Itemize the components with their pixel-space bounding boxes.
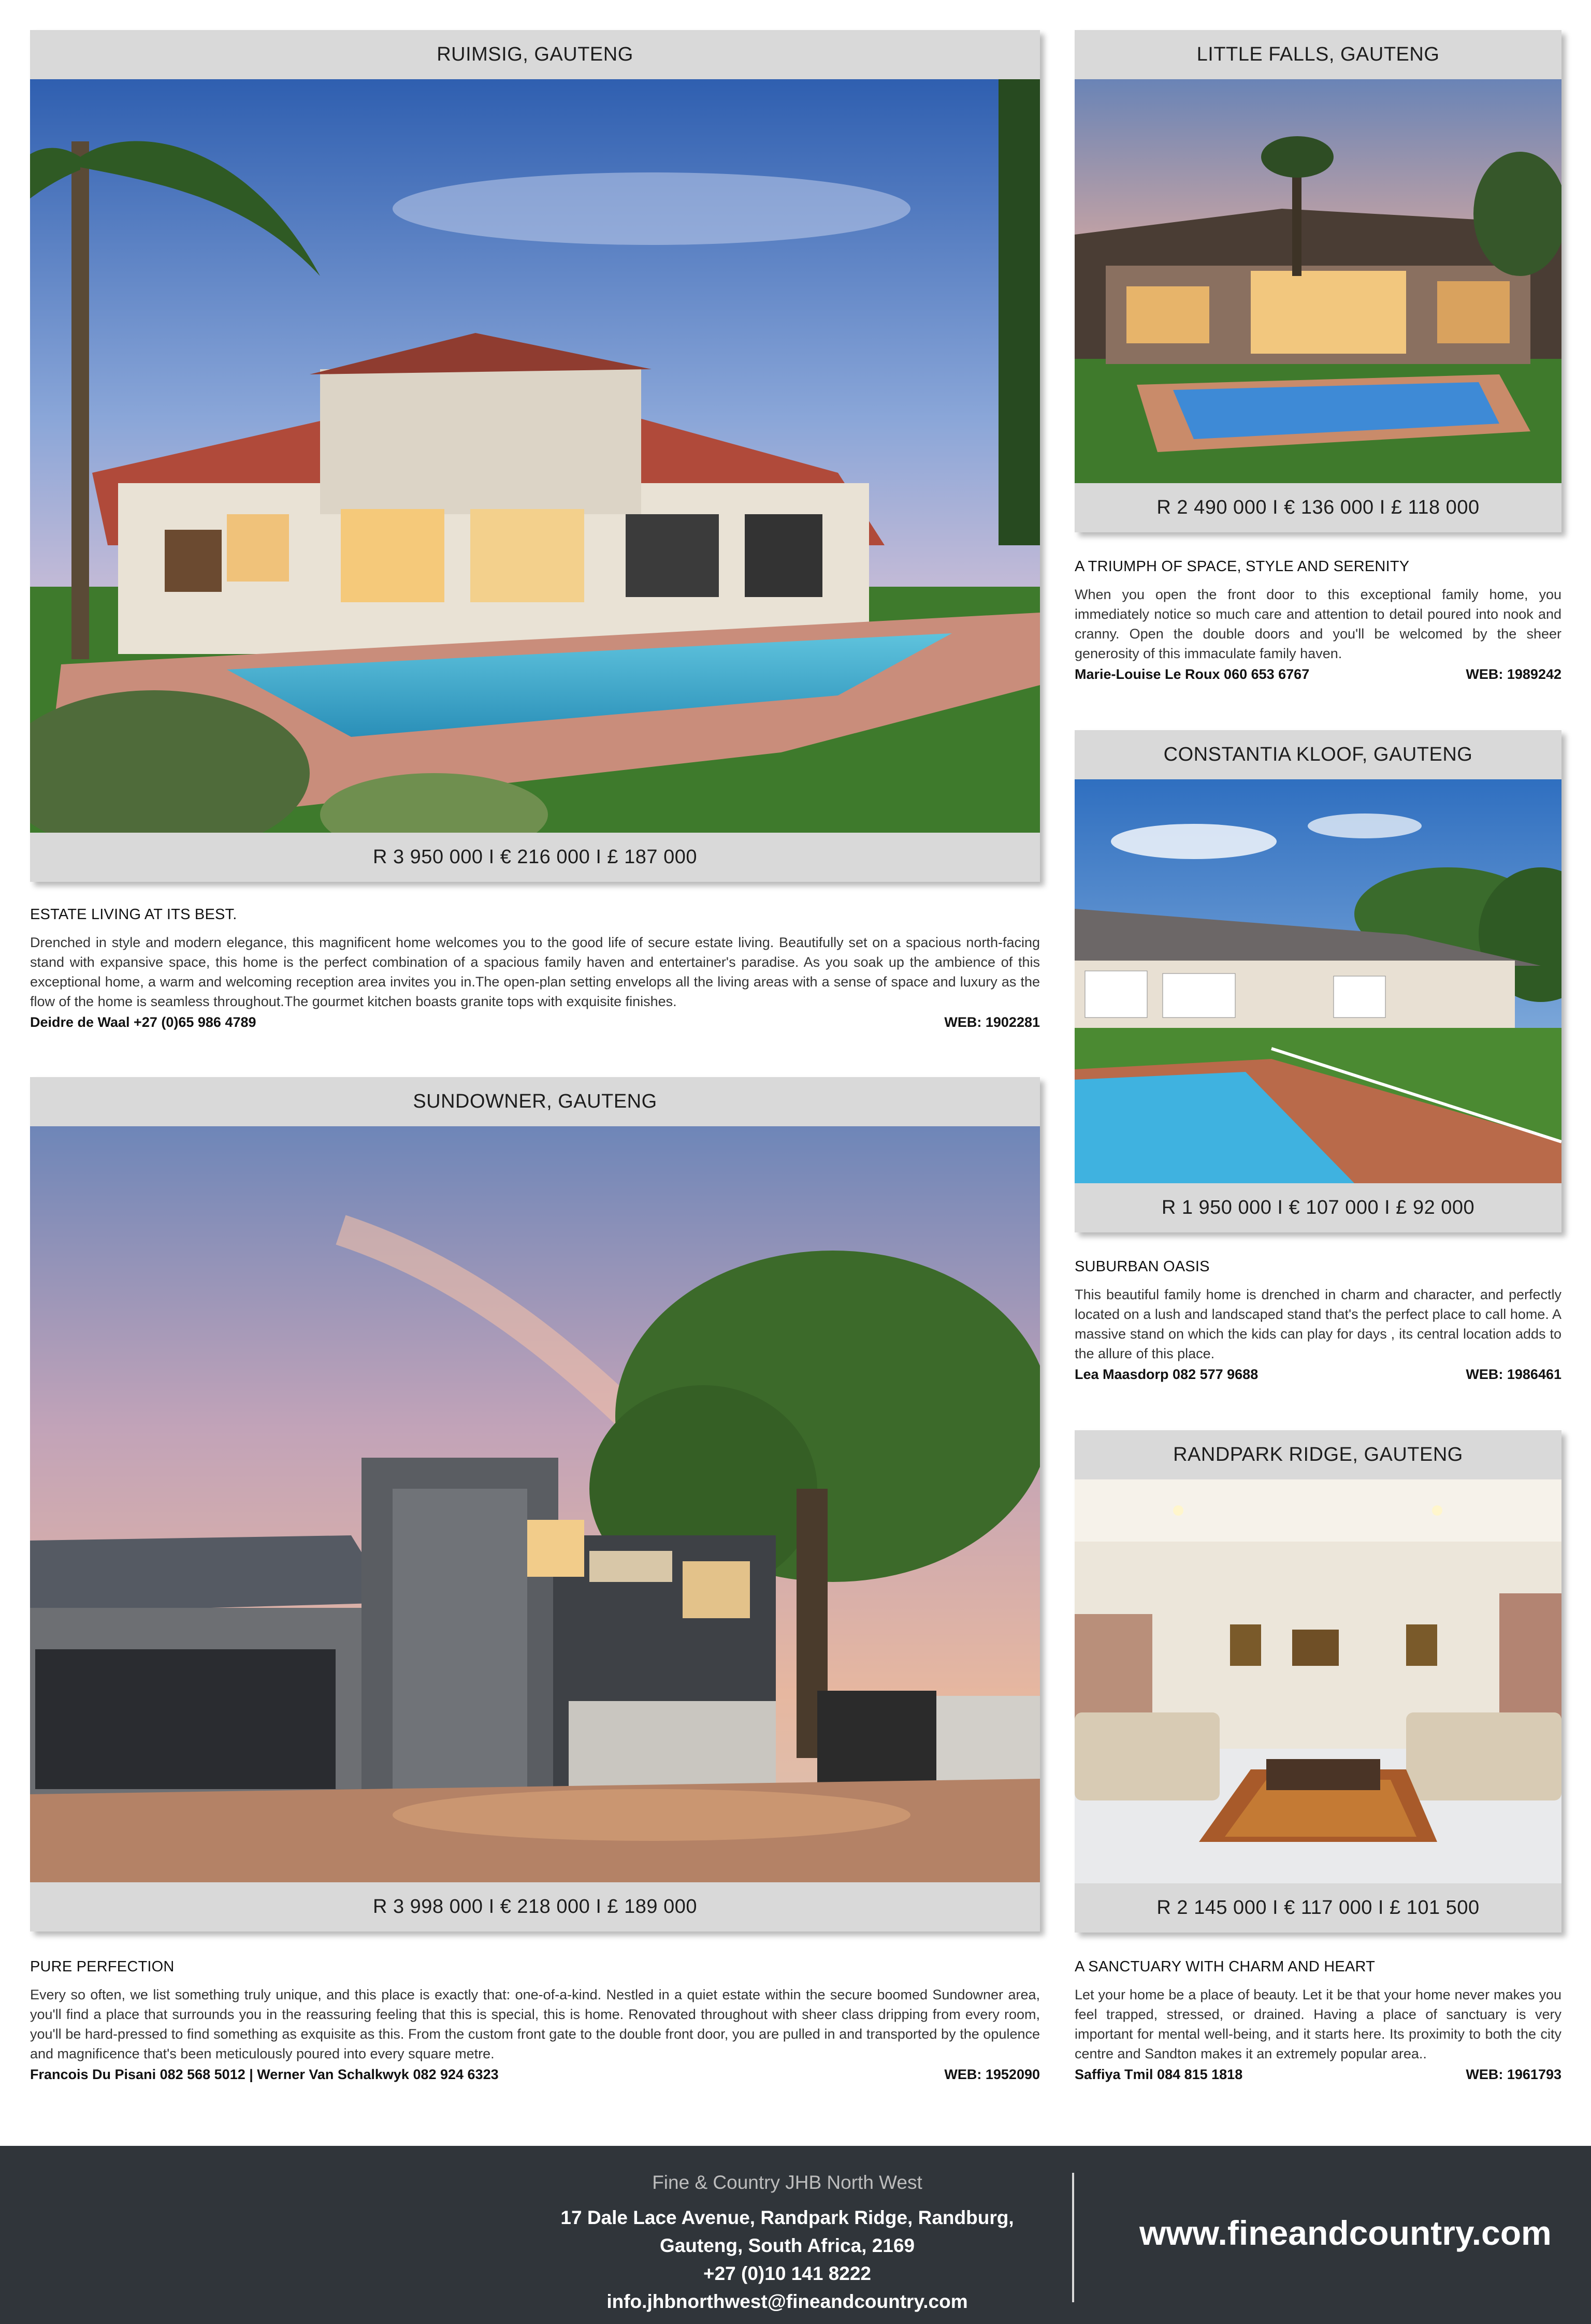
footer-divider — [1072, 2173, 1074, 2302]
listing-headline: PURE PERFECTION — [30, 1958, 175, 1975]
listing-location: RANDPARK RIDGE, GAUTENG — [1173, 1444, 1463, 1465]
listing-location: CONSTANTIA KLOOF, GAUTENG — [1163, 744, 1473, 765]
listing-photo[interactable] — [30, 79, 1040, 833]
address-line-2: Gauteng, South Africa, 2169 — [659, 2235, 915, 2256]
website-link[interactable]: www.fineandcountry.com — [1139, 2214, 1552, 2252]
listing-price: R 3 998 000 I € 218 000 I £ 189 000 — [372, 1896, 697, 1918]
listing-photo[interactable] — [1075, 1479, 1561, 1883]
agent-row — [1075, 2065, 1561, 2084]
listing-headline: ESTATE LIVING AT ITS BEST. — [30, 906, 237, 923]
agent-contact[interactable]: Saffiya Tmil 084 815 1818 — [1075, 2067, 1243, 2082]
office-name: Fine & Country JHB North West — [652, 2172, 922, 2193]
office-phone[interactable]: +27 (0)10 141 8222 — [703, 2263, 872, 2284]
listing-body: When you open the front door to this exceptional family home, you immediately notice so much care and attention to detail poured into nook and cranny. Open the double doors and you'll be welcomed by the sheer generosity of this immaculate family haven. — [1075, 587, 1561, 661]
listing-card-ruimsig — [30, 30, 1040, 882]
listing-photo[interactable] — [1075, 779, 1561, 1183]
footer — [0, 2146, 1591, 2324]
address-line-1: 17 Dale Lace Avenue, Randpark Ridge, Randburg, — [560, 2207, 1014, 2228]
listing-description-sundowner — [30, 1958, 1040, 2084]
listing-body: This beautiful family home is drenched in charm and character, and perfectly located on a lush and landscaped stand that's the perfect place to call home. A massive stand on which the kids can play for days , its central location adds to the allure of this place. — [1075, 1287, 1561, 1361]
listing-price: R 1 950 000 I € 107 000 I £ 92 000 — [1161, 1197, 1475, 1218]
listing-headline: SUBURBAN OASIS — [1075, 1258, 1210, 1275]
listing-photo[interactable] — [30, 1126, 1040, 1882]
listing-description-ruimsig — [30, 906, 1040, 1032]
web-reference: WEB: 1952090 — [944, 2067, 1040, 2082]
listing-location: RUIMSIG, GAUTENG — [437, 43, 633, 65]
web-reference: WEB: 1961793 — [1466, 2067, 1561, 2082]
web-reference: WEB: 1989242 — [1466, 666, 1561, 682]
listing-location: LITTLE FALLS, GAUTENG — [1196, 43, 1440, 65]
office-address — [528, 2204, 1046, 2316]
listing-price: R 2 490 000 I € 136 000 I £ 118 000 — [1156, 497, 1480, 518]
listing-headline: A SANCTUARY WITH CHARM AND HEART — [1075, 1958, 1376, 1975]
agent-contact[interactable]: Deidre de Waal +27 (0)65 986 4789 — [30, 1014, 256, 1030]
agent-row — [1075, 1364, 1561, 1384]
listing-body: Let your home be a place of beauty. Let it be that your home never makes you feel trapped, stressed, or drained. Having a place of sanctuary is very important for mental well-being, and it starts here. Its proximity to both the city centre and Sandton makes it an extremely popular area.. — [1075, 1987, 1561, 2061]
agent-row — [1075, 664, 1561, 684]
listing-card-little-falls — [1075, 30, 1561, 532]
listing-headline: A TRIUMPH OF SPACE, STYLE AND SERENITY — [1075, 558, 1410, 575]
agent-contact[interactable]: Francois Du Pisani 082 568 5012 | Werner Van Schalkwyk 082 924 6323 — [30, 2067, 499, 2082]
agent-row — [30, 2065, 1040, 2084]
listing-photo[interactable] — [1075, 79, 1561, 483]
web-reference: WEB: 1902281 — [944, 1014, 1040, 1030]
listing-price: R 3 950 000 I € 216 000 I £ 187 000 — [372, 846, 697, 868]
listing-location: SUNDOWNER, GAUTENG — [413, 1091, 657, 1112]
web-reference: WEB: 1986461 — [1466, 1367, 1561, 1382]
listing-card-randpark-ridge — [1075, 1430, 1561, 1933]
agent-row — [30, 1012, 1040, 1032]
listing-card-sundowner — [30, 1077, 1040, 1931]
agent-contact[interactable]: Lea Maasdorp 082 577 9688 — [1075, 1367, 1259, 1382]
listing-body: Drenched in style and modern elegance, this magnificent home welcomes you to the good life of secure estate living. Beautifully set on a spacious north-facing stand with expansive space, this home is the perfect combination of a spacious family haven and entertainer's paradise. As you soak up the ambience of this exceptional home, a warm and welcoming reception area invites you in.The open-plan setting envelops all the living areas with a sense of space and luxury as the flow of the home is seamless throughout.The gourmet kitchen boasts granite tops with exquisite finishes. — [30, 935, 1040, 1009]
listing-description-constantia-kloof — [1075, 1258, 1561, 1384]
listing-body: Every so often, we list something truly unique, and this place is exactly that: one-of-a-kind. Nestled in a quiet estate within the secure boomed Sundowner area, you'll find a place that surrounds you in the reassuring feeling that this is special, this is home. Renovated throughout with sheer class dripping from every room, you'll be hard-pressed to find something as exquisite as this. From the custom front gate to the double front door, you are pulled in and transported by the opulence and magnificence that's been meticulously poured into every square metre. — [30, 1987, 1040, 2061]
listing-description-randpark-ridge — [1075, 1958, 1561, 2084]
agent-contact[interactable]: Marie-Louise Le Roux 060 653 6767 — [1075, 666, 1310, 682]
listing-description-little-falls — [1075, 558, 1561, 684]
listing-card-constantia-kloof — [1075, 730, 1561, 1232]
listing-price: R 2 145 000 I € 117 000 I £ 101 500 — [1156, 1897, 1480, 1919]
office-email[interactable]: info.jhbnorthwest@fineandcountry.com — [606, 2291, 968, 2312]
